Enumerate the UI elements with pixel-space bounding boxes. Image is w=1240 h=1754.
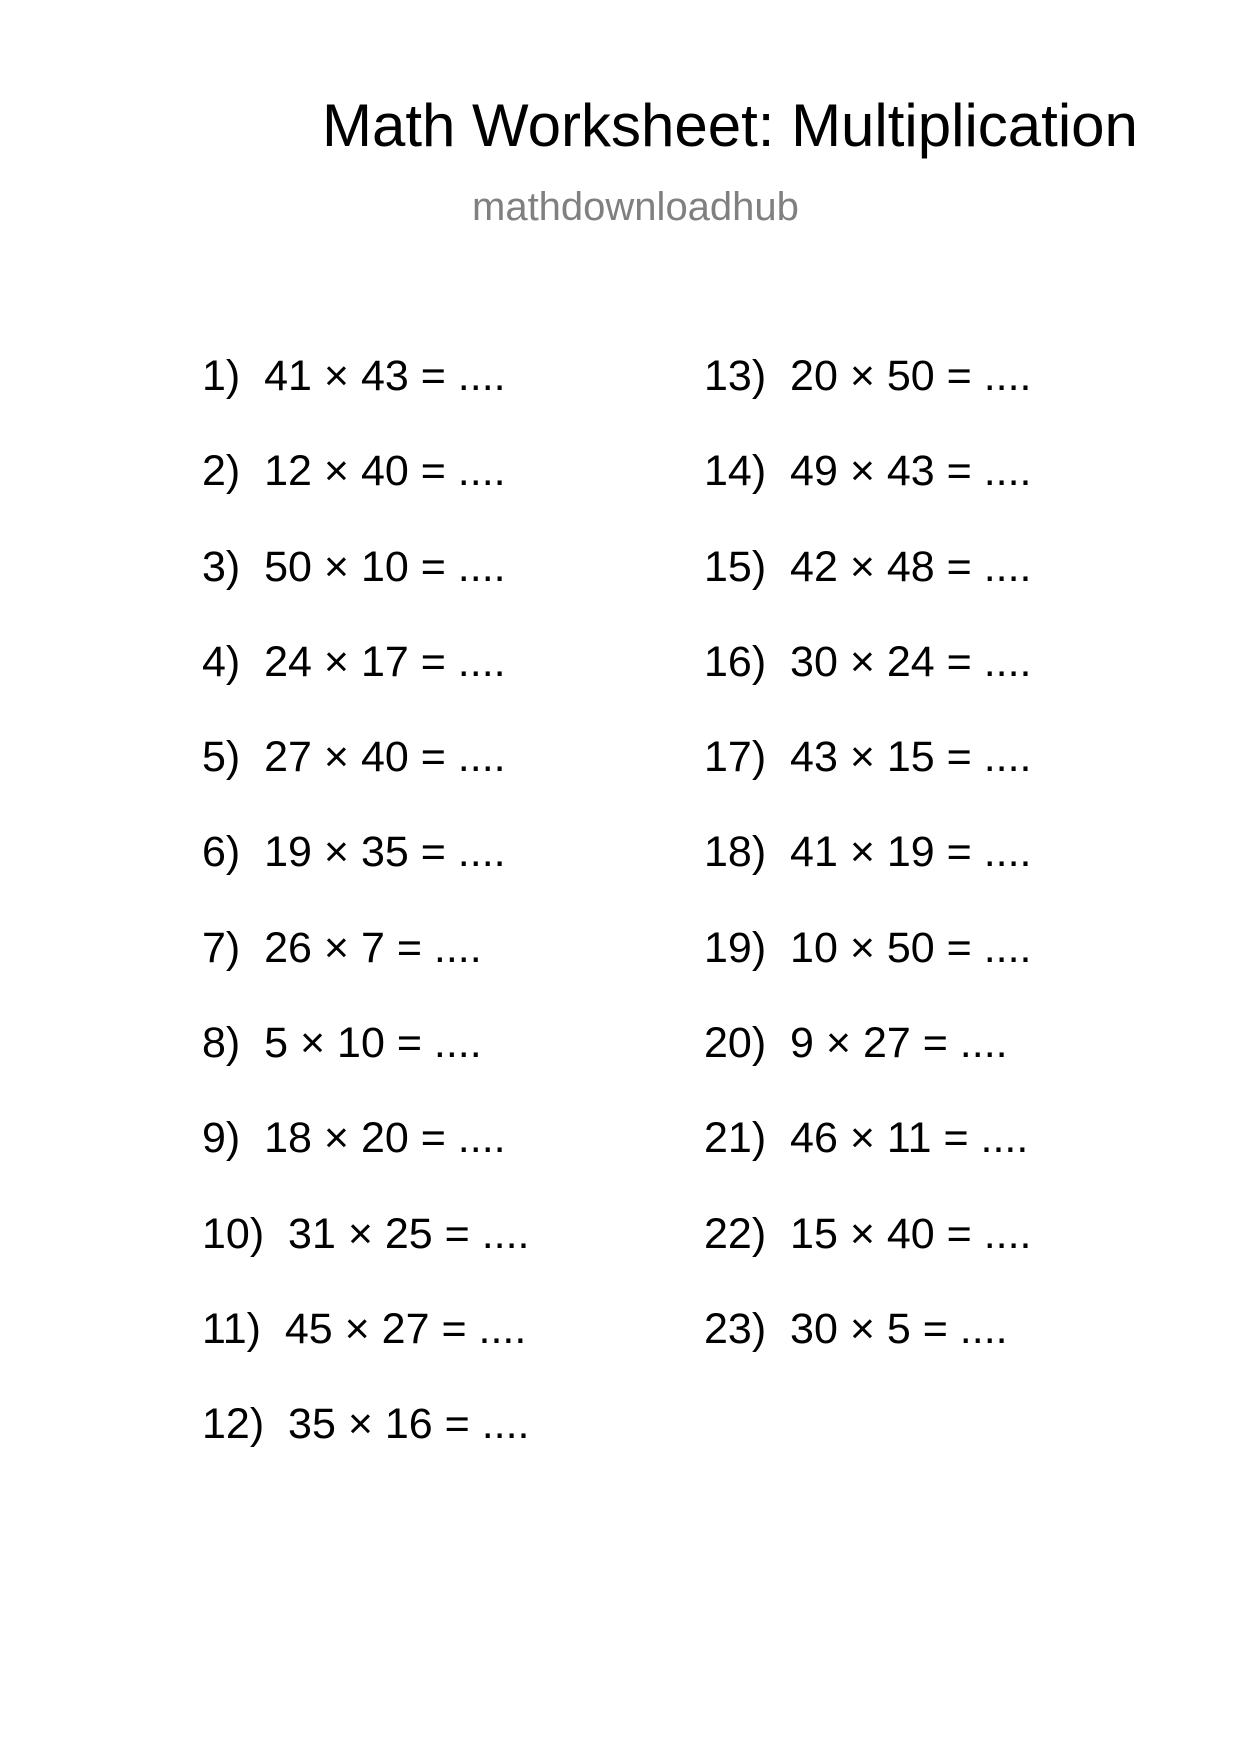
- problem-11: 11) 45 × 27 = ....: [202, 1304, 527, 1353]
- problem-21: 21) 46 × 11 = ....: [704, 1114, 1029, 1163]
- problem-7: 7) 26 × 7 = ....: [202, 923, 482, 972]
- problem-22: 22) 15 × 40 = ....: [704, 1209, 1032, 1258]
- problem-12: 12) 35 × 16 = ....: [202, 1400, 530, 1449]
- problem-10: 10) 31 × 25 = ....: [202, 1209, 530, 1258]
- problem-6: 6) 19 × 35 = ....: [202, 828, 506, 877]
- problem-9: 9) 18 × 20 = ....: [202, 1114, 506, 1163]
- problem-5: 5) 27 × 40 = ....: [202, 733, 506, 782]
- worksheet-subtitle: mathdownloadhub: [472, 185, 799, 229]
- problem-20: 20) 9 × 27 = ....: [704, 1019, 1008, 1068]
- problem-8: 8) 5 × 10 = ....: [202, 1019, 482, 1068]
- problem-16: 16) 30 × 24 = ....: [704, 637, 1032, 686]
- problem-13: 13) 20 × 50 = ....: [704, 352, 1032, 400]
- problem-4: 4) 24 × 17 = ....: [202, 637, 506, 686]
- problem-3: 3) 50 × 10 = ....: [202, 542, 506, 591]
- problem-1: 1) 41 × 43 = ....: [202, 352, 506, 400]
- problems-column-right: [704, 352, 1032, 1403]
- problem-19: 19) 10 × 50 = ....: [704, 923, 1032, 972]
- problem-15: 15) 42 × 48 = ....: [704, 542, 1032, 591]
- problem-18: 18) 41 × 19 = ....: [704, 828, 1032, 877]
- problem-2: 2) 12 × 40 = ....: [202, 447, 506, 496]
- problem-23: 23) 30 × 5 = ....: [704, 1304, 1008, 1353]
- problem-14: 14) 49 × 43 = ....: [704, 447, 1032, 496]
- problems-column-left: [202, 352, 530, 1499]
- problem-17: 17) 43 × 15 = ....: [704, 733, 1032, 782]
- worksheet-title: Math Worksheet: Multiplication: [322, 92, 1138, 159]
